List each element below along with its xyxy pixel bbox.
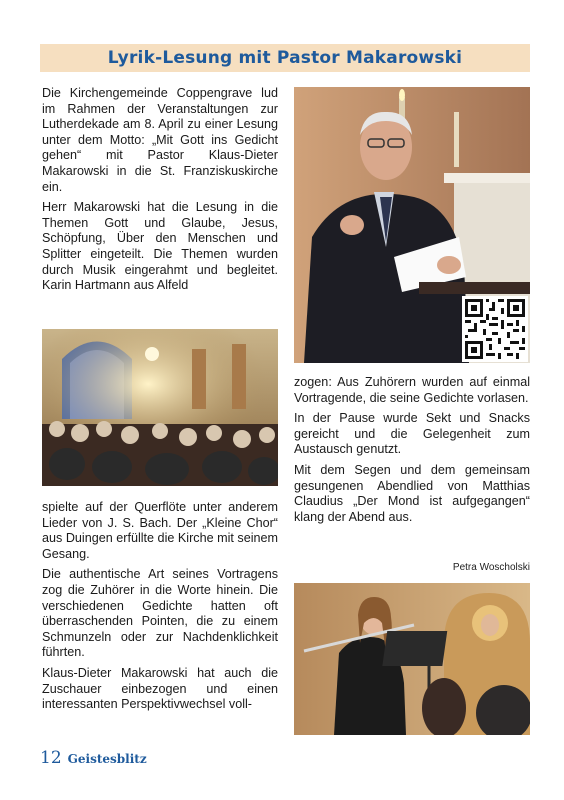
qr-code-icon bbox=[462, 296, 528, 362]
column-right bbox=[294, 375, 530, 530]
magazine-name: Geistesblitz bbox=[67, 752, 147, 766]
paragraph: Herr Makarowski hat die Lesung in die Themen Gott und Glaube, Jesus, Schöpfung, Über den Menschen und Splitter eingeteilt. Die Themen wurden durch Musik eingerahmt und begleitet. Karin Hartmann aus Alfeld bbox=[42, 200, 278, 293]
paragraph: In der Pause wurde Sekt und Snacks gereicht und die Gelegenheit zum Austausch genutzt. bbox=[294, 411, 530, 457]
article-title: Lyrik-Lesung mit Pastor Makarowski bbox=[107, 48, 463, 68]
page-number: 12 bbox=[40, 748, 62, 768]
qr-code[interactable] bbox=[462, 296, 528, 362]
column-left-top bbox=[42, 86, 278, 299]
author-name: Petra Woscholski bbox=[452, 562, 530, 573]
paragraph: zogen: Aus Zuhörern wurden auf einmal Vortragende, die seine Gedichte vorlasen. bbox=[294, 375, 530, 405]
paragraph: Mit dem Segen und dem gemeinsam gesungenen Abendlied von Matthias Claudius „Der Mond ist aufgegangen“ klang der Abend aus. bbox=[294, 462, 530, 524]
title-banner bbox=[40, 44, 530, 72]
column-left-bottom bbox=[42, 500, 278, 718]
paragraph: Die authentische Art seines Vortragens zog die Zuhörer in die Worte hinein. Die verschiedenen Gedichte hatten oft überraschenden Pointen, die zu einem Schmunzeln oder zur Nachdenklichkeit führten. bbox=[42, 567, 278, 660]
paragraph: spielte auf der Querflöte unter anderem Lieder von J. S. Bach. Der „Kleine Chor“ aus Duingen erfüllte die Kirche mit seinem Gesang. bbox=[42, 500, 278, 561]
flutist-photo bbox=[294, 583, 530, 735]
page-footer bbox=[40, 748, 147, 768]
church-audience-photo bbox=[42, 329, 278, 486]
paragraph: Klaus-Dieter Makarowski hat auch die Zuschauer einbezogen und einen interessanten Perspektivwechsel voll- bbox=[42, 665, 278, 712]
paragraph: Die Kirchengemeinde Coppengrave lud im Rahmen der Veranstaltungen zur Lutherdekade am 8. April zu einer Lesung unter dem Motto: „Mit Gott ins Gedicht gehen“ mit Pastor Klaus-Dieter Makarowski in die St. Franziskuskirche ein. bbox=[42, 86, 278, 194]
